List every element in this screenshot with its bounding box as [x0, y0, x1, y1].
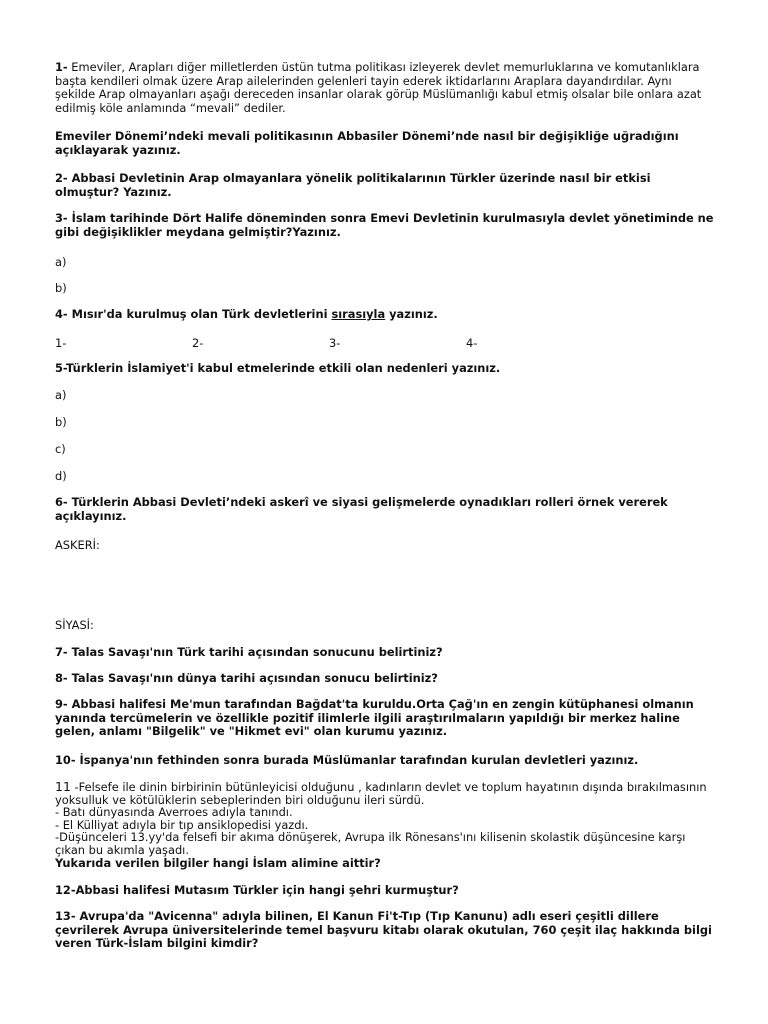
- question-12: 12-Abbasi halifesi Mutasım Türkler için hangi şehri kurmuştur?: [55, 883, 459, 897]
- question-4-slot-4: 4-: [466, 336, 478, 350]
- question-5: 5-Türklerin İslamiyet'i kabul etmelerinde etkili olan nedenleri yazınız.: [55, 361, 501, 375]
- question-3-option-a: a): [55, 255, 67, 269]
- question-1-intro: [55, 61, 715, 115]
- question-10: 10- İspanya'nın fethinden sonra burada Müslümanlar tarafından kurulan devletleri yazınız.: [55, 753, 639, 767]
- question-11-line-1-text: -Felsefe ile dinin birbirinin bütünleyicisi olduğunu , kadınların devlet ve toplum hayatının dışında bırakılmasının yoksulluk ve kötülüklerin sebeplerinden biri olduğunu ileri sürdü.: [55, 780, 707, 807]
- question-4-slot-3: 3-: [329, 336, 341, 350]
- question-4-slot-1: 1-: [55, 336, 67, 350]
- question-1-prompt: Emeviler Dönemi’ndeki mevali politikasının Abbasiler Dönemi’nde nasıl bir değişikliğe uğradığını açıklayarak yazınız.: [55, 129, 679, 157]
- question-4-post: yazınız.: [385, 307, 438, 321]
- question-11-number: 11: [55, 779, 71, 794]
- question-11-info: [55, 781, 715, 857]
- question-11-line-3: - El Külliyat adıyla bir tıp ansiklopedisi yazdı.: [55, 817, 309, 832]
- question-5-option-a: a): [55, 388, 67, 402]
- question-6: 6- Türklerin Abbasi Devleti’ndeki askerî ve siyasi gelişmelerde oynadıkları rolleri örnek vererek açıklayınız.: [55, 495, 668, 523]
- question-3: 3- İslam tarihinde Dört Halife döneminden sonra Emevi Devletinin kurulmasıyla devlet yönetiminde ne gibi değişiklikler meydana gelmiştir?Yazınız.: [55, 211, 714, 239]
- question-11-line-1: [55, 781, 715, 806]
- question-5-option-d: d): [55, 469, 67, 483]
- question-11-prompt: Yukarıda verilen bilgiler hangi İslam alimine aittir?: [55, 856, 381, 870]
- question-4-slot-2: 2-: [192, 336, 204, 350]
- question-3-option-b: b): [55, 281, 67, 295]
- question-4-pre: 4- Mısır'da kurulmuş olan Türk devletlerini: [55, 307, 332, 321]
- question-4-underlined: sırasıyla: [331, 307, 386, 321]
- question-5-option-b: b): [55, 415, 67, 429]
- question-13: 13- Avrupa'da "Avicenna" adıyla bilinen, El Kanun Fi't-Tıp (Tıp Kanunu) adlı eseri çeşitli dillere çevrilerek Avrupa üniversitelerinde temel başvuru kitabı olarak okutulan, 760 çeşit ilaç hakkında bilgi veren Türk-İslam bilgini kimdir?: [55, 909, 712, 951]
- question-1-text: Emeviler, Arapları diğer milletlerden üstün tutma politikası izleyerek devlet memurluklarına ve komutanlıklara başta kendileri olmak üzere Arap ailelerinden gelenleri tayin ederek iktidarlarını Araplara dayandırdılar. Aynı şekilde Arap olmayanları aşağı dereceden insanlar olarak görüp Müslümanlığı kabul etmiş olsalar bile onlara azat edilmiş köle anlamında “mevali” dediler.: [55, 60, 702, 115]
- question-6-askeri: ASKERİ:: [55, 538, 100, 552]
- question-7: 7- Talas Savaşı'nın Türk tarihi açısından sonucunu belirtiniz?: [55, 645, 443, 659]
- question-11-line-2: - Batı dünyasında Averroes adıyla tanındı.: [55, 805, 293, 820]
- question-5-option-c: c): [55, 442, 66, 456]
- question-9: 9- Abbasi halifesi Me'mun tarafından Bağdat'ta kuruldu.Orta Çağ'ın en zengin kütüphanesi olmanın yanında tercümelerin ve özellikle pozitif ilimlerle ilgili araştırılmaların yapıldığı bir merkez haline gelen, anlamı "Bilgelik" ve "Hikmet evi" olan kurumu yazınız.: [55, 697, 694, 739]
- question-4: [55, 308, 715, 322]
- question-1-number: 1-: [55, 60, 68, 74]
- question-2: 2- Abbasi Devletinin Arap olmayanlara yönelik politikalarının Türkler üzerinde nasıl bir etkisi olmuştur? Yazınız.: [55, 171, 651, 199]
- question-6-siyasi: SİYASİ:: [55, 618, 94, 632]
- question-11-line-4: -Düşünceleri 13.yy'da felsefi bir akıma dönüşerek, Avrupa ilk Rönesans'ını kilisenin skolastik düşüncesine karşı çıkan bu akımla yaşadı.: [55, 830, 686, 857]
- question-8: 8- Talas Savaşı'nın dünya tarihi açısından sonucu belirtiniz?: [55, 671, 438, 685]
